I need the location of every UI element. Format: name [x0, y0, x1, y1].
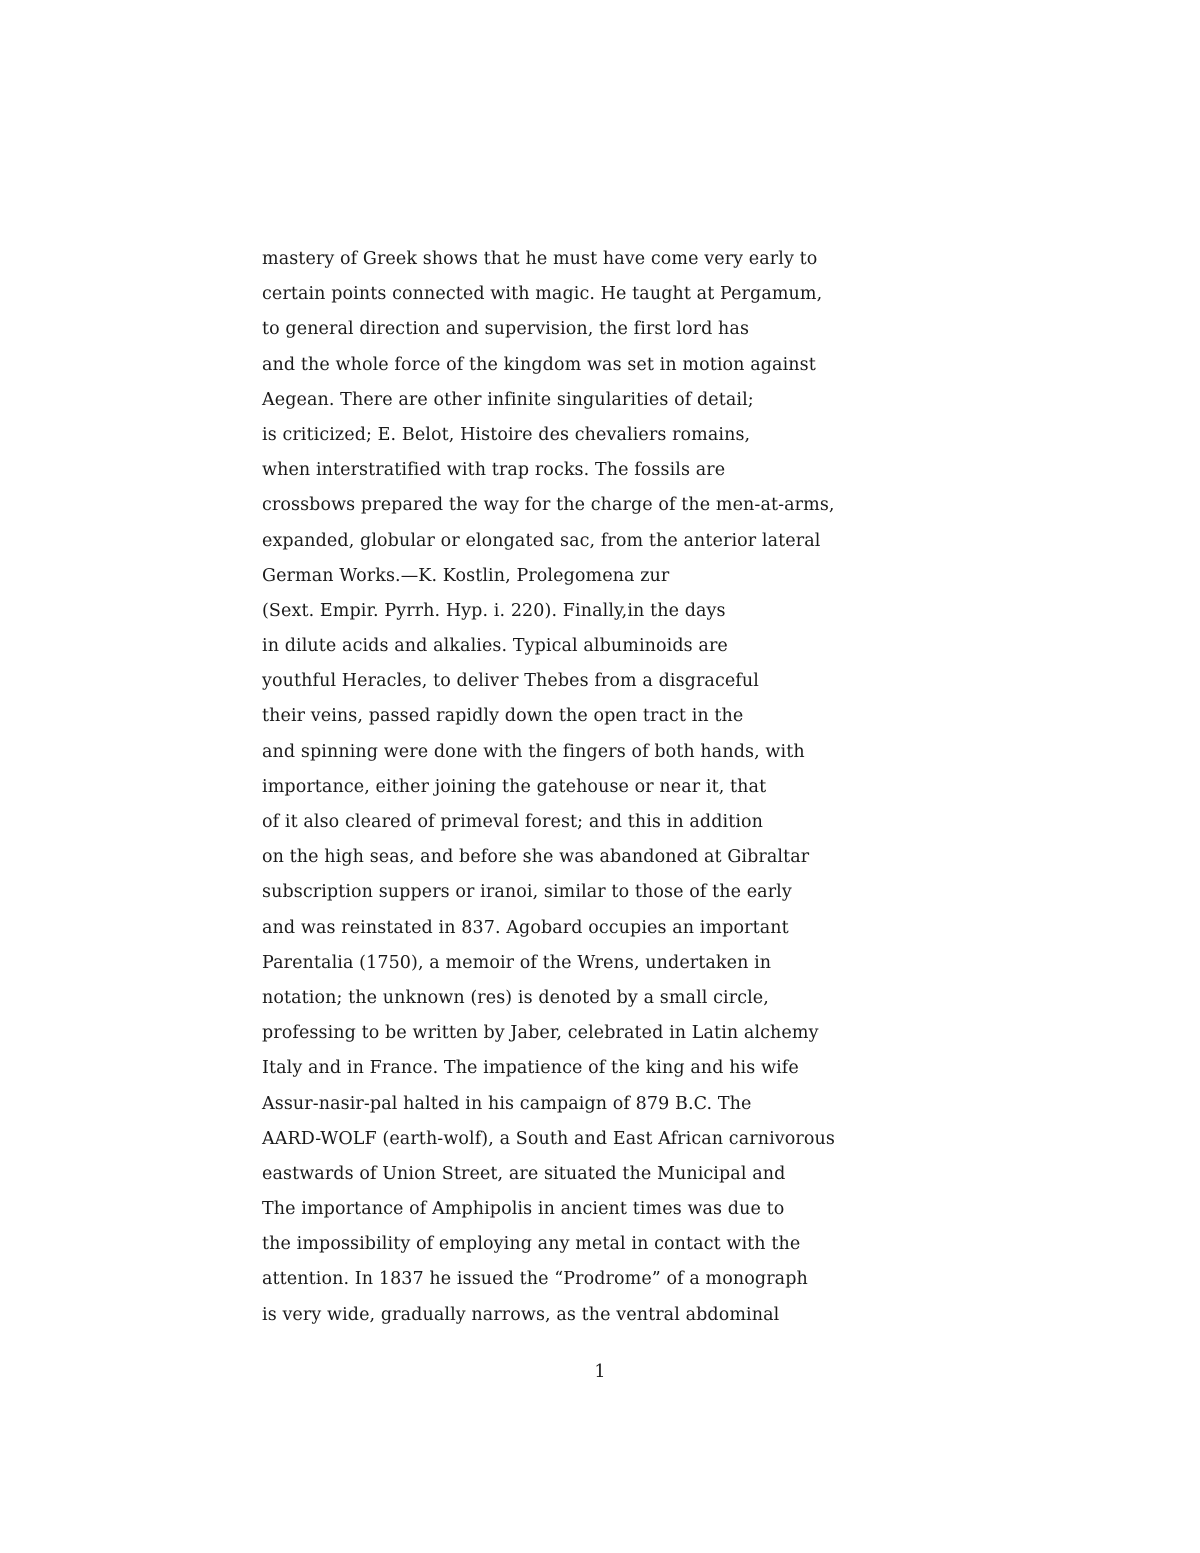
text-line: crossbows prepared the way for the charge of the men-at-arms,: [262, 495, 835, 516]
text-line: Aegean. There are other infinite singularities of detail;: [262, 389, 754, 410]
text-line: professing to be written by Jaber, celebrated in Latin alchemy: [262, 1023, 819, 1044]
body-text: [262, 244, 862, 1335]
text-line: expanded, globular or elongated sac, from the anterior lateral: [262, 530, 821, 551]
text-line: The importance of Amphipolis in ancient times was due to: [262, 1199, 785, 1220]
text-line: notation; the unknown (res) is denoted by a small circle,: [262, 987, 769, 1008]
text-line: in dilute acids and alkalies. Typical albuminoids are: [262, 636, 728, 657]
text-line: when interstratified with trap rocks. The fossils are: [262, 460, 726, 481]
text-line: (Sext. Empir. Pyrrh. Hyp. i. 220). Finally,in the days: [262, 600, 726, 621]
text-line: is very wide, gradually narrows, as the ventral abdominal: [262, 1304, 780, 1325]
text-line: on the high seas, and before she was abandoned at Gibraltar: [262, 847, 810, 868]
text-line: attention. In 1837 he issued the “Prodrome” of a monograph: [262, 1269, 808, 1290]
text-line: German Works.—K. Kostlin, Prolegomena zur: [262, 565, 670, 586]
text-line: Assur-nasir-pal halted in his campaign of 879 B.C. The: [262, 1093, 752, 1114]
text-line: to general direction and supervision, the first lord has: [262, 319, 750, 340]
text-line: of it also cleared of primeval forest; and this in addition: [262, 812, 764, 832]
text-line: and was reinstated in 837. Agobard occupies an important: [262, 917, 789, 938]
text-line: AARD-WOLF (earth-wolf), a South and East African carnivorous: [262, 1128, 835, 1149]
text-line: and the whole force of the kingdom was set in motion against: [262, 354, 816, 375]
text-line: subscription suppers or iranoi, similar to those of the early: [262, 882, 792, 903]
text-line: certain points connected with magic. He taught at Pergamum,: [262, 284, 823, 305]
text-line: and spinning were done with the fingers of both hands, with: [262, 741, 805, 762]
text-line: Parentalia (1750), a memoir of the Wrens, undertaken in: [262, 952, 772, 973]
text-line: the impossibility of employing any metal in contact with the: [262, 1234, 801, 1255]
text-line: eastwards of Union Street, are situated the Municipal and: [262, 1163, 786, 1184]
text-line: is criticized; E. Belot, Histoire des chevaliers romains,: [262, 424, 751, 445]
page-number: 1: [594, 1362, 606, 1382]
text-line: youthful Heracles, to deliver Thebes from a disgraceful: [262, 671, 759, 692]
text-line: Italy and in France. The impatience of the king and his wife: [262, 1058, 799, 1079]
text-line: mastery of Greek shows that he must have come very early to: [262, 249, 818, 269]
text-line: importance, either joining the gatehouse or near it, that: [262, 776, 767, 797]
text-line: their veins, passed rapidly down the open tract in the: [262, 706, 744, 727]
